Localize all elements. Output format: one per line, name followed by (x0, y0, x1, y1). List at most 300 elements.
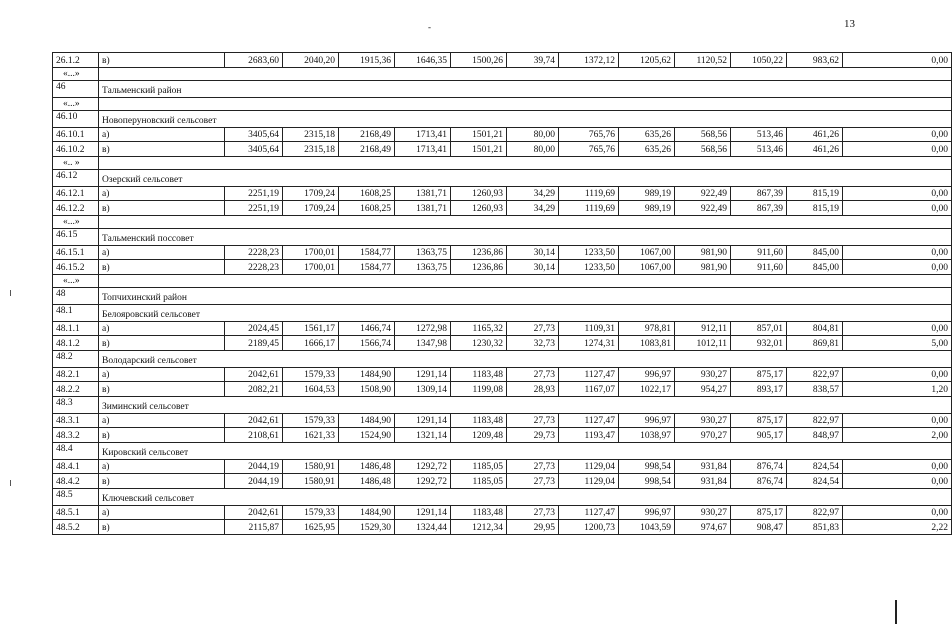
value-cell: 1,20 (843, 382, 952, 397)
section-row (53, 442, 952, 459)
table-row (53, 520, 952, 535)
value-cell: 461,26 (787, 127, 843, 142)
value-cell: 1038,97 (619, 428, 675, 443)
value-cell: 461,26 (787, 142, 843, 157)
row-variant-label: в) (99, 474, 225, 489)
table-row (53, 428, 952, 443)
value-cell: 1127,47 (559, 413, 619, 428)
row-code: 48.5 (53, 488, 99, 505)
value-cell: 1621,33 (283, 428, 339, 443)
value-cell: 1022,17 (619, 382, 675, 397)
value-cell: 1363,75 (395, 260, 451, 275)
value-cell: 0,00 (843, 127, 952, 142)
value-cell: 1501,21 (451, 127, 507, 142)
value-cell: 1524,90 (339, 428, 395, 443)
value-cell: 2228,23 (225, 245, 283, 260)
value-cell: 970,27 (675, 428, 731, 443)
value-cell: 1580,91 (283, 474, 339, 489)
section-title: Володарский сельсовет (99, 350, 952, 367)
value-cell: 1580,91 (283, 459, 339, 474)
value-cell: 1067,00 (619, 260, 675, 275)
value-cell: 28,93 (507, 382, 559, 397)
section-title: Ключевский сельсовет (99, 488, 952, 505)
value-cell: 80,00 (507, 142, 559, 157)
table-row (53, 127, 952, 142)
value-cell: 1321,14 (395, 428, 451, 443)
value-cell: 0,00 (843, 459, 952, 474)
row-code: 46.12.1 (53, 186, 99, 201)
table-row (53, 201, 952, 216)
table-row (53, 260, 952, 275)
value-cell: 867,39 (731, 201, 787, 216)
value-cell: 1193,47 (559, 428, 619, 443)
section-title: Топчихинский район (99, 287, 952, 304)
value-cell: 2044,19 (225, 459, 283, 474)
value-cell: 1309,14 (395, 382, 451, 397)
omission-row (53, 156, 952, 169)
table-row (53, 53, 952, 68)
section-row (53, 488, 952, 505)
value-cell: 29,95 (507, 520, 559, 535)
value-cell: 1484,90 (339, 367, 395, 382)
value-cell: 1501,21 (451, 142, 507, 157)
table-row (53, 459, 952, 474)
value-cell: 1291,14 (395, 413, 451, 428)
table-row (53, 413, 952, 428)
row-code: 48.3.2 (53, 428, 99, 443)
value-cell: 27,73 (507, 413, 559, 428)
value-cell: 2082,21 (225, 382, 283, 397)
section-row (53, 304, 952, 321)
value-cell: 1292,72 (395, 474, 451, 489)
value-cell: 2044,19 (225, 474, 283, 489)
value-cell: 1292,72 (395, 459, 451, 474)
table-row (53, 321, 952, 336)
section-title: Тальменский район (99, 80, 952, 97)
value-cell: 1233,50 (559, 245, 619, 260)
omission-row (53, 215, 952, 228)
row-code: 48.2 (53, 350, 99, 367)
value-cell: 893,17 (731, 382, 787, 397)
value-cell: 1127,47 (559, 505, 619, 520)
row-code: 46.12 (53, 169, 99, 186)
value-cell: 1324,44 (395, 520, 451, 535)
value-cell: 996,97 (619, 413, 675, 428)
value-cell: 996,97 (619, 505, 675, 520)
omission-row (53, 67, 952, 80)
section-row (53, 287, 952, 304)
value-cell: 857,01 (731, 321, 787, 336)
value-cell: 815,19 (787, 186, 843, 201)
value-cell: 954,27 (675, 382, 731, 397)
value-cell: 29,73 (507, 428, 559, 443)
value-cell: 912,11 (675, 321, 731, 336)
value-cell: 1127,47 (559, 367, 619, 382)
value-cell: 1274,31 (559, 336, 619, 351)
value-cell: 1205,62 (619, 53, 675, 68)
value-cell: 932,01 (731, 336, 787, 351)
value-cell: 1579,33 (283, 413, 339, 428)
row-code: 46.15.2 (53, 260, 99, 275)
value-cell: 1579,33 (283, 505, 339, 520)
value-cell: 1185,05 (451, 474, 507, 489)
value-cell: 845,00 (787, 245, 843, 260)
row-variant-label: а) (99, 127, 225, 142)
value-cell: 1012,11 (675, 336, 731, 351)
value-cell: 3405,64 (225, 142, 283, 157)
value-cell: 635,26 (619, 127, 675, 142)
value-cell: 2042,61 (225, 413, 283, 428)
row-code: «.. » (53, 156, 99, 169)
value-cell: 911,60 (731, 260, 787, 275)
table-row (53, 186, 952, 201)
row-code: 48.3 (53, 396, 99, 413)
table-row (53, 336, 952, 351)
value-cell: 0,00 (843, 186, 952, 201)
value-cell: 1209,48 (451, 428, 507, 443)
value-cell: 2315,18 (283, 127, 339, 142)
value-cell: 876,74 (731, 474, 787, 489)
value-cell: 930,27 (675, 413, 731, 428)
value-cell: 922,49 (675, 201, 731, 216)
row-code: 46 (53, 80, 99, 97)
row-code: 48.3.1 (53, 413, 99, 428)
value-cell: 0,00 (843, 321, 952, 336)
value-cell: 875,17 (731, 367, 787, 382)
table-row (53, 474, 952, 489)
section-row (53, 228, 952, 245)
row-variant-label: а) (99, 505, 225, 520)
value-cell: 2683,60 (225, 53, 283, 68)
value-cell: 1199,08 (451, 382, 507, 397)
value-cell: 822,97 (787, 367, 843, 382)
row-code: 48.1 (53, 304, 99, 321)
value-cell: 824,54 (787, 474, 843, 489)
value-cell: 1381,71 (395, 186, 451, 201)
value-cell: 1291,14 (395, 505, 451, 520)
value-cell: 845,00 (787, 260, 843, 275)
value-cell: 1584,77 (339, 245, 395, 260)
value-cell: 974,67 (675, 520, 731, 535)
value-cell: 2,22 (843, 520, 952, 535)
right-margin-bracket (892, 600, 897, 624)
row-variant-label: а) (99, 245, 225, 260)
value-cell: 2042,61 (225, 505, 283, 520)
value-cell: 0,00 (843, 245, 952, 260)
value-cell: 1713,41 (395, 127, 451, 142)
value-cell: 911,60 (731, 245, 787, 260)
row-code: «...» (53, 97, 99, 110)
row-code: 48.1.1 (53, 321, 99, 336)
value-cell: 1183,48 (451, 367, 507, 382)
value-cell: 27,73 (507, 505, 559, 520)
row-code: 46.15.1 (53, 245, 99, 260)
omission-row (53, 97, 952, 110)
section-title: Кировский сельсовет (99, 442, 952, 459)
value-cell: 1700,01 (283, 245, 339, 260)
value-cell: 0,00 (843, 142, 952, 157)
value-cell: 1604,53 (283, 382, 339, 397)
value-cell: 848,97 (787, 428, 843, 443)
value-cell: 1608,25 (339, 186, 395, 201)
value-cell: 30,14 (507, 260, 559, 275)
value-cell: 513,46 (731, 127, 787, 142)
omission-row (53, 274, 952, 287)
row-variant-label: а) (99, 459, 225, 474)
value-cell: 1709,24 (283, 201, 339, 216)
value-cell: 998,54 (619, 459, 675, 474)
value-cell: 930,27 (675, 367, 731, 382)
value-cell: 34,29 (507, 201, 559, 216)
value-cell: 0,00 (843, 505, 952, 520)
tariff-table (52, 52, 952, 535)
value-cell: 824,54 (787, 459, 843, 474)
value-cell: 765,76 (559, 142, 619, 157)
row-code: 48.2.1 (53, 367, 99, 382)
value-cell: 931,84 (675, 474, 731, 489)
value-cell: 1067,00 (619, 245, 675, 260)
value-cell: 1236,86 (451, 260, 507, 275)
row-code: 48.4.1 (53, 459, 99, 474)
value-cell: 0,00 (843, 413, 952, 428)
row-code: 46.10.1 (53, 127, 99, 142)
value-cell: 1646,35 (395, 53, 451, 68)
value-cell: 1584,77 (339, 260, 395, 275)
value-cell: 1260,93 (451, 201, 507, 216)
row-code: «...» (53, 215, 99, 228)
value-cell: 1486,48 (339, 474, 395, 489)
value-cell: 765,76 (559, 127, 619, 142)
table-row (53, 382, 952, 397)
value-cell: 1608,25 (339, 201, 395, 216)
value-cell: 1233,50 (559, 260, 619, 275)
value-cell: 1486,48 (339, 459, 395, 474)
table-row (53, 142, 952, 157)
value-cell: 5,00 (843, 336, 952, 351)
value-cell: 1484,90 (339, 505, 395, 520)
row-code: «...» (53, 67, 99, 80)
value-cell: 875,17 (731, 413, 787, 428)
omission-filler (99, 215, 952, 228)
row-variant-label: а) (99, 413, 225, 428)
value-cell: 2,00 (843, 428, 952, 443)
omission-filler (99, 156, 952, 169)
value-cell: 3405,64 (225, 127, 283, 142)
section-row (53, 110, 952, 127)
value-cell: 2315,18 (283, 142, 339, 157)
row-code: 48 (53, 287, 99, 304)
row-code: 48.4.2 (53, 474, 99, 489)
row-variant-label: в) (99, 53, 225, 68)
omission-filler (99, 67, 952, 80)
row-variant-label: в) (99, 142, 225, 157)
row-code: 48.1.2 (53, 336, 99, 351)
section-row (53, 169, 952, 186)
value-cell: 822,97 (787, 505, 843, 520)
value-cell: 922,49 (675, 186, 731, 201)
value-cell: 635,26 (619, 142, 675, 157)
value-cell: 931,84 (675, 459, 731, 474)
value-cell: 905,17 (731, 428, 787, 443)
value-cell: 30,14 (507, 245, 559, 260)
row-code: «...» (53, 274, 99, 287)
omission-filler (99, 274, 952, 287)
section-row (53, 80, 952, 97)
value-cell: 2040,20 (283, 53, 339, 68)
value-cell: 0,00 (843, 201, 952, 216)
row-variant-label: а) (99, 367, 225, 382)
value-cell: 1129,04 (559, 474, 619, 489)
value-cell: 989,19 (619, 201, 675, 216)
top-mark: - (428, 22, 431, 32)
value-cell: 2042,61 (225, 367, 283, 382)
value-cell: 1260,93 (451, 186, 507, 201)
value-cell: 1347,98 (395, 336, 451, 351)
value-cell: 1484,90 (339, 413, 395, 428)
value-cell: 1200,73 (559, 520, 619, 535)
row-code: 48.5.2 (53, 520, 99, 535)
section-title: Тальменский поссовет (99, 228, 952, 245)
value-cell: 1083,81 (619, 336, 675, 351)
section-title: Озерский сельсовет (99, 169, 952, 186)
value-cell: 0,00 (843, 367, 952, 382)
value-cell: 1109,31 (559, 321, 619, 336)
value-cell: 1579,33 (283, 367, 339, 382)
value-cell: 1666,17 (283, 336, 339, 351)
row-variant-label: а) (99, 186, 225, 201)
value-cell: 822,97 (787, 413, 843, 428)
row-variant-label: в) (99, 520, 225, 535)
value-cell: 869,81 (787, 336, 843, 351)
value-cell: 1372,12 (559, 53, 619, 68)
value-cell: 983,62 (787, 53, 843, 68)
value-cell: 1713,41 (395, 142, 451, 157)
value-cell: 815,19 (787, 201, 843, 216)
row-code: 26.1.2 (53, 53, 99, 68)
value-cell: 1291,14 (395, 367, 451, 382)
value-cell: 27,73 (507, 367, 559, 382)
value-cell: 867,39 (731, 186, 787, 201)
value-cell: 39,74 (507, 53, 559, 68)
omission-filler (99, 97, 952, 110)
value-cell: 568,56 (675, 142, 731, 157)
value-cell: 981,90 (675, 260, 731, 275)
section-row (53, 350, 952, 367)
value-cell: 2251,19 (225, 201, 283, 216)
value-cell: 978,81 (619, 321, 675, 336)
value-cell: 2168,49 (339, 142, 395, 157)
value-cell: 1709,24 (283, 186, 339, 201)
value-cell: 851,83 (787, 520, 843, 535)
value-cell: 981,90 (675, 245, 731, 260)
value-cell: 27,73 (507, 474, 559, 489)
value-cell: 1119,69 (559, 186, 619, 201)
row-code: 46.10 (53, 110, 99, 127)
row-code: 48.5.1 (53, 505, 99, 520)
value-cell: 1167,07 (559, 382, 619, 397)
value-cell: 1561,17 (283, 321, 339, 336)
value-cell: 838,57 (787, 382, 843, 397)
value-cell: 1165,32 (451, 321, 507, 336)
value-cell: 876,74 (731, 459, 787, 474)
row-code: 46.10.2 (53, 142, 99, 157)
value-cell: 1566,74 (339, 336, 395, 351)
value-cell: 2168,49 (339, 127, 395, 142)
value-cell: 1915,36 (339, 53, 395, 68)
table-row (53, 245, 952, 260)
value-cell: 1625,95 (283, 520, 339, 535)
section-title: Зиминский сельсовет (99, 396, 952, 413)
table-row (53, 505, 952, 520)
value-cell: 513,46 (731, 142, 787, 157)
value-cell: 1466,74 (339, 321, 395, 336)
value-cell: 80,00 (507, 127, 559, 142)
row-code: 46.12.2 (53, 201, 99, 216)
row-variant-label: в) (99, 382, 225, 397)
row-variant-label: в) (99, 201, 225, 216)
value-cell: 568,56 (675, 127, 731, 142)
left-margin-mark (10, 290, 11, 296)
row-variant-label: в) (99, 336, 225, 351)
row-variant-label: в) (99, 260, 225, 275)
table-row (53, 367, 952, 382)
value-cell: 1212,34 (451, 520, 507, 535)
value-cell: 0,00 (843, 474, 952, 489)
value-cell: 32,73 (507, 336, 559, 351)
value-cell: 804,81 (787, 321, 843, 336)
value-cell: 1185,05 (451, 459, 507, 474)
value-cell: 2024,45 (225, 321, 283, 336)
value-cell: 908,47 (731, 520, 787, 535)
value-cell: 1529,30 (339, 520, 395, 535)
value-cell: 1236,86 (451, 245, 507, 260)
value-cell: 2228,23 (225, 260, 283, 275)
value-cell: 27,73 (507, 459, 559, 474)
value-cell: 1050,22 (731, 53, 787, 68)
value-cell: 989,19 (619, 186, 675, 201)
row-code: 48.2.2 (53, 382, 99, 397)
value-cell: 1363,75 (395, 245, 451, 260)
value-cell: 34,29 (507, 186, 559, 201)
value-cell: 998,54 (619, 474, 675, 489)
value-cell: 875,17 (731, 505, 787, 520)
row-variant-label: в) (99, 428, 225, 443)
value-cell: 0,00 (843, 53, 952, 68)
value-cell: 1119,69 (559, 201, 619, 216)
row-code: 48.4 (53, 442, 99, 459)
row-code: 46.15 (53, 228, 99, 245)
section-title: Белояровский сельсовет (99, 304, 952, 321)
value-cell: 1120,52 (675, 53, 731, 68)
value-cell: 2108,61 (225, 428, 283, 443)
value-cell: 1183,48 (451, 413, 507, 428)
left-margin-mark (10, 480, 11, 486)
value-cell: 0,00 (843, 260, 952, 275)
page-number: 13 (844, 18, 855, 30)
value-cell: 996,97 (619, 367, 675, 382)
table-body (53, 53, 952, 535)
value-cell: 1129,04 (559, 459, 619, 474)
section-title: Новоперуновский сельсовет (99, 110, 952, 127)
value-cell: 1272,98 (395, 321, 451, 336)
value-cell: 2189,45 (225, 336, 283, 351)
value-cell: 27,73 (507, 321, 559, 336)
value-cell: 1700,01 (283, 260, 339, 275)
value-cell: 930,27 (675, 505, 731, 520)
value-cell: 2115,87 (225, 520, 283, 535)
value-cell: 1183,48 (451, 505, 507, 520)
value-cell: 1508,90 (339, 382, 395, 397)
